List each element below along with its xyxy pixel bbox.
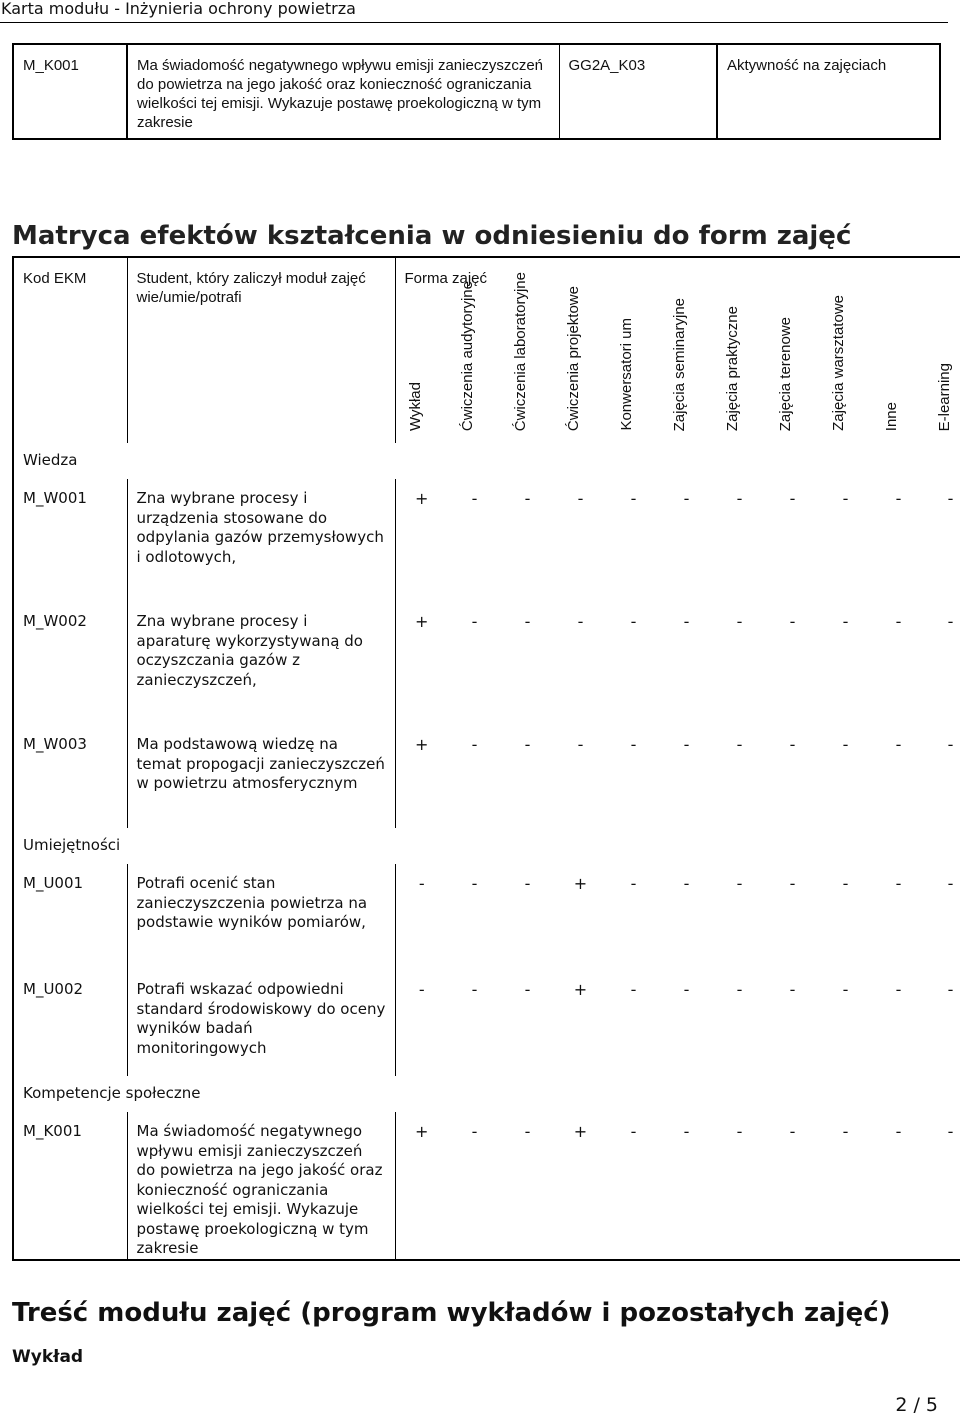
form-mark: - [501, 1112, 554, 1260]
group-row [13, 1076, 960, 1112]
table-row [13, 44, 940, 139]
form-mark: - [471, 612, 478, 631]
form-mark: - [630, 612, 637, 631]
form-mark: + [573, 874, 588, 893]
form-mark: - [524, 735, 531, 754]
form-header-8 [819, 295, 872, 443]
form-mark: - [925, 864, 960, 970]
form-mark: - [524, 980, 531, 999]
form-mark: - [789, 489, 796, 508]
form-label: Zajęcia praktyczne [724, 305, 741, 431]
col-header-description: Student, który zaliczył moduł zajęć wie/umie/potrafi [127, 257, 395, 443]
form-mark: - [895, 735, 902, 754]
form-label: Ćwiczenia laboratoryjne [512, 271, 529, 431]
outcome-code: M_K001 [13, 44, 127, 139]
outcome-code: M_U001 [13, 864, 127, 970]
outcome-reference: GG2A_K03 [559, 44, 717, 139]
col-header-code: Kod EKM [13, 257, 127, 443]
form-mark: - [842, 980, 849, 999]
form-mark: - [630, 980, 637, 999]
form-mark: - [607, 1112, 660, 1260]
form-mark: - [925, 602, 960, 725]
form-mark: - [842, 735, 849, 754]
form-mark: - [471, 980, 478, 999]
form-label: Inne [883, 401, 900, 431]
form-label: Zajęcia terenowe [777, 316, 794, 431]
outcome-code: M_W001 [13, 479, 127, 602]
form-label: Konwersatori um [618, 318, 635, 431]
form-mark: - [683, 489, 690, 508]
form-header-2 [501, 271, 554, 443]
form-mark: - [418, 980, 425, 999]
form-mark: + [415, 612, 429, 631]
matrix-header-row [13, 257, 960, 313]
form-mark: - [789, 612, 796, 631]
form-mark: - [925, 479, 960, 602]
form-header-10 [925, 313, 960, 443]
form-mark: - [524, 874, 531, 893]
form-mark: - [819, 1112, 872, 1260]
form-header-4 [607, 313, 660, 443]
form-label: E-learning [936, 362, 953, 431]
outcome-code: M_W002 [13, 602, 127, 725]
page-header [0, 0, 948, 23]
form-mark: - [736, 489, 743, 508]
form-mark: + [395, 1112, 448, 1260]
form-mark: - [736, 874, 743, 893]
form-mark: - [524, 489, 531, 508]
form-mark: - [789, 735, 796, 754]
table-row [13, 479, 960, 602]
outcome-description: Ma świadomość negatywnego wpływu emisji zanieczyszczeń do powietrza na jego jakość oraz konieczność ograniczania wielkości tej emisji. Wykazuje postawę proekologiczną w tym zakresie [127, 44, 559, 139]
outcome-description: Zna wybrane procesy i aparaturę wykorzystywaną do oczyszczania gazów z zanieczyszczeń, [127, 602, 395, 725]
form-header-1 [448, 280, 501, 443]
form-label: Zajęcia seminaryjne [671, 297, 688, 431]
outcome-reference-table [12, 43, 941, 140]
form-header-0 [395, 313, 448, 443]
form-mark: + [554, 1112, 607, 1260]
form-mark: - [683, 735, 690, 754]
outcome-description: Potrafi ocenić stan zanieczyszczenia powietrza na podstawie wyników pomiarów, [127, 864, 395, 970]
document-title: Karta modułu - Inżynieria ochrony powietrza [1, 0, 356, 18]
form-mark: + [415, 489, 429, 508]
form-header-6 [713, 305, 766, 443]
form-mark: - [766, 1112, 819, 1260]
outcome-description: Ma podstawową wiedzę na temat propogacji zanieczyszczeń w powietrzu atmosferycznym [127, 725, 395, 828]
table-row [13, 602, 960, 725]
page-number: 2 / 5 [895, 1394, 938, 1416]
form-mark: - [683, 874, 690, 893]
form-mark: - [577, 612, 584, 631]
outcome-description: Ma świadomość negatywnego wpływu emisji zanieczyszczeń do powietrza na jego jakość oraz konieczność ograniczania wielkości tej emisji. Wykazuje postawę proekologiczną w tym zakresie [127, 1112, 395, 1260]
form-header-7 [766, 313, 819, 443]
form-mark: - [789, 980, 796, 999]
form-mark: - [630, 489, 637, 508]
form-mark: - [630, 874, 637, 893]
form-mark: - [660, 1112, 713, 1260]
form-mark: - [736, 612, 743, 631]
form-mark: - [418, 874, 425, 893]
form-header-5 [660, 297, 713, 443]
col-header-forms: Forma zajęć [395, 257, 960, 313]
table-row [13, 1112, 960, 1260]
form-mark: - [789, 874, 796, 893]
content-section-title: Treść modułu zajęć (program wykładów i pozostałych zajęć) [12, 1298, 891, 1328]
form-mark: - [842, 612, 849, 631]
form-mark: - [925, 725, 960, 828]
form-label: Wykład [406, 381, 424, 431]
form-mark: - [895, 980, 902, 999]
form-mark: + [415, 735, 429, 754]
form-header-3 [554, 285, 607, 443]
form-mark: + [573, 980, 588, 999]
form-mark: - [471, 489, 478, 508]
form-mark: - [630, 735, 637, 754]
form-mark: - [925, 970, 960, 1076]
table-row [13, 864, 960, 970]
outcome-code: M_U002 [13, 970, 127, 1076]
form-label: Zajęcia warsztatowe [830, 295, 847, 431]
table-row [13, 725, 960, 828]
form-mark: - [895, 874, 902, 893]
form-label: Ćwiczenia audytoryjne [459, 280, 476, 431]
form-mark: - [736, 735, 743, 754]
form-mark: - [842, 874, 849, 893]
form-mark: - [683, 980, 690, 999]
form-mark: - [925, 1112, 960, 1260]
form-mark: - [577, 489, 584, 508]
form-mark: - [842, 489, 849, 508]
group-row [13, 443, 960, 479]
form-mark: - [577, 735, 584, 754]
outcome-code: M_W003 [13, 725, 127, 828]
outcome-description: Potrafi wskazać odpowiedni standard środowiskowy do oceny wyników badań monitoringowych [127, 970, 395, 1076]
form-mark: - [471, 874, 478, 893]
outcome-description: Zna wybrane procesy i urządzenia stosowane do odpylania gazów przemysłowych i odlotowych, [127, 479, 395, 602]
form-mark: - [683, 612, 690, 631]
assessment-method: Aktywność na zajęciach [717, 44, 940, 139]
form-mark: - [736, 980, 743, 999]
form-mark: - [713, 1112, 766, 1260]
form-header-9 [872, 313, 925, 443]
form-mark: - [448, 1112, 501, 1260]
form-mark: - [524, 612, 531, 631]
table-row [13, 970, 960, 1076]
form-mark: - [872, 1112, 925, 1260]
matrix-title: Matryca efektów kształcenia w odniesieniu do form zajęć [12, 221, 852, 251]
form-mark: - [895, 612, 902, 631]
form-mark: - [895, 489, 902, 508]
form-label: Ćwiczenia projektowe [565, 285, 582, 431]
lecture-subheading: Wykład [12, 1347, 84, 1367]
outcome-code: M_K001 [13, 1112, 127, 1260]
group-label: Wiedza [13, 443, 960, 479]
group-row [13, 828, 960, 864]
group-label: Kompetencje społeczne [13, 1076, 960, 1112]
form-mark: - [471, 735, 478, 754]
group-label: Umiejętności [13, 828, 960, 864]
outcomes-matrix [12, 256, 960, 1261]
